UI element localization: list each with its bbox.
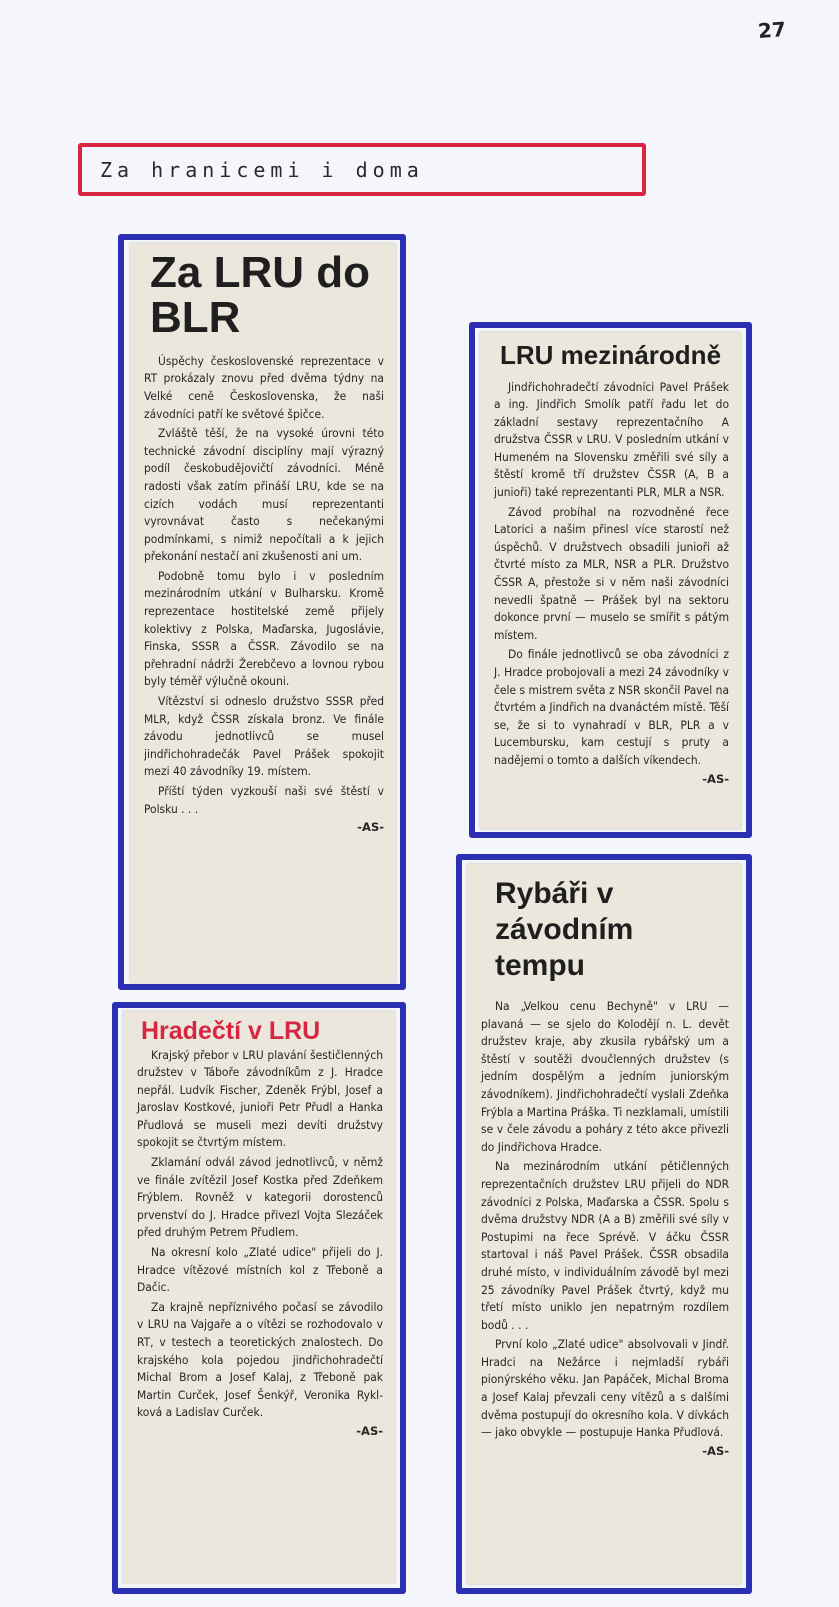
- article-signature: -AS-: [356, 1423, 383, 1438]
- article-title: Hradečtí v LRU: [141, 1017, 321, 1045]
- article-paragraph: Do finále jednotlivců se oba závodníci z J. Hradce probojovali a mezi 24 závodníky v čele s mistrem světa z NSR skončil Pavel na čtvrtém a Jindřich na dvanáctém místě. Těší se, že si to vynahradí v BLR, PLR a v Lucembursku, kam cestují s pruty a nadějemi o tomto a dalších víkendech.: [494, 647, 729, 767]
- article-title: Za LRU do BLR: [150, 248, 370, 342]
- article-rybari-v-zavodnim-tempu: [467, 864, 741, 1584]
- article-paragraph: Na mezinárodním utkání pětičlenných reprezentačních družstev LRU přijeli do NDR závodníci z Polska, Maďarska a ČSSR. Spolu s dvěma družstvy NDR (A a B) změřili své síly v Postupimi na řece Sprévě. V áčku ČSSR startoval i náš Pavel Prášek. ČSSR obsadila druhé místo, v individuálním závodě byl mezi 25 závodníky Pavel Prášek čtvrtý, když mu třetí místo uniklo jen nepatrným rozdílem bodů . . .: [481, 1159, 729, 1332]
- article-paragraph: Vítězství si odneslo družstvo SSSR před MLR, když ČSSR získala bronz. Ve finále závodu jednotlivců se musel jindřichohradečák Pavel Prášek spokojit mezi 40 závodníky 19. místem.: [144, 694, 384, 779]
- section-header-frame: [78, 143, 646, 196]
- article-za-lru-do-blr: [130, 243, 396, 983]
- article-signature: -AS-: [702, 771, 729, 786]
- article-paragraph: Za krajně nepříznivého počasí se závodilo v LRU na Vajgaře a o vítězi se rozhodovalo v RT, v testech a teoretických znalostech. Do krajského kola pojedou jindřichohradečtí Michal Brom a Josef Kalaj, z Třeboně pak Martin Curček, Josef Šenkýř, Veronika Ryklková a Ladislav Curček.: [137, 1299, 383, 1420]
- article-signature: -AS-: [357, 820, 384, 835]
- article-paragraph: Na „Velkou cenu Bechyně" v LRU — plavaná — se sjelo do Kolodějí n. L. devět družstev kraje, aby zkusila rybářský um a štěstí v soutěži dvoučlenných družstev (s jedním dospělým a jedním juniorským závodníkem). Jindřichohradečtí vyslali Zdeňka Frýbla a Martina Práška. Ti nezklamali, umístili se v čele závodu a poháry z této akce přivezli do Jindřichova Hradce.: [481, 999, 729, 1154]
- section-header-title: Za hranicemi i doma: [100, 157, 424, 182]
- article-hradecti-v-lru: [123, 1011, 395, 1583]
- article-paragraph: Podobně tomu bylo i v posledním mezinárodním utkání v Bulharsku. Kromě reprezentace hostitelské země přijely kolektivy z Polska, Maďarska, Jugoslávie, Finska, SSSR a ČSSR. Závodilo se na přehradní nádrži Žerebčevo a lovnou rybou byly téměř výlučně okouni.: [144, 568, 384, 689]
- article-paragraph: Závod probíhal na rozvodněné řece Latorici a našim přinesl více starostí než úspěchů. V družstvech obsadili junioři až čtvrté místo za MLR, NSR a PLR. Družstvo ČSSR A, přestože si v něm naši závodníci nevedli špatně — Prášek byl na sektoru dokonce první — muselo se smířit s pátým místem.: [494, 504, 729, 642]
- article-paragraph: První kolo „Zlaté udice" absolvovali v Jindř. Hradci na Nežárce i nejmladší rybáři pionýrského věku. Jan Papáček, Michal Broma a Josef Kalaj převzali ceny vítězů a s dalšími dvěma postupují do okresního kola. V dívkách — jako obvykle — postupuje Hanka Přudlová.: [481, 1337, 729, 1440]
- article-lru-mezinarodne: [480, 332, 741, 829]
- article-paragraph: Příští týden vyzkouší naši své štěstí v Polsku . . .: [144, 784, 384, 816]
- article-paragraph: Zvláště těší, že na vysoké úrovni této technické závodní disciplíny mají výrazný podíl českobudějovičtí závodníci. Méně radosti však zatím přináší LRU, kde se na cizích vodách musí reprezentanti vyrovnávat často s nečekanými podmínkami, s nimiž nepočítali a k jejich překonání nestačí ani zkušenosti ani um.: [144, 426, 384, 564]
- article-title: LRU mezinárodně: [500, 340, 722, 370]
- article-title: Rybáři v závodním tempu: [495, 877, 634, 982]
- article-paragraph: Jindřichohradečtí závodníci Pavel Prášek a ing. Jindřich Smolík patří řadu let do základní sestavy reprezentačního A družstva ČSSR v LRU. V posledním utkání v Humeném na Slovensku změřili své síly a štěstí kromě tří družstev ČSSR (A, B a junioři) také reprezentanti PLR, MLR a NSR.: [494, 379, 729, 500]
- article-signature: -AS-: [702, 1443, 729, 1458]
- article-paragraph: Krajský přebor v LRU plavání šestičlenných družstev v Táboře závodníkům z J. Hradce nepřál. Ludvík Fischer, Zdeněk Frýbl, Josef a Jaroslav Kostkové, junioři Petr Přudl a Hanka Přudlová se museli mezi devíti družstvy spokojit se čtvrtým místem.: [137, 1047, 383, 1150]
- page-number: 27: [757, 17, 787, 43]
- article-paragraph: Zklamání odvál závod jednotlivců, v němž ve finále zvítězil Josef Kostka před Zdeňkem Frýblem. Rovněž v kategorii dorostenců prvenství do J. Hradce přivezl Vojta Slezáček před druhým Petrem Přudlem.: [137, 1155, 383, 1240]
- article-paragraph: Úspěchy československé reprezentace v RT prokázaly znovu před dvěma týdny na Velké ceně Československa, že naši závodníci patří ke světové špičce.: [144, 353, 384, 421]
- article-paragraph: Na okresní kolo „Zlaté udice" přijeli do J. Hradce vítězové místních kol z Třeboně a Dačic.: [137, 1245, 383, 1295]
